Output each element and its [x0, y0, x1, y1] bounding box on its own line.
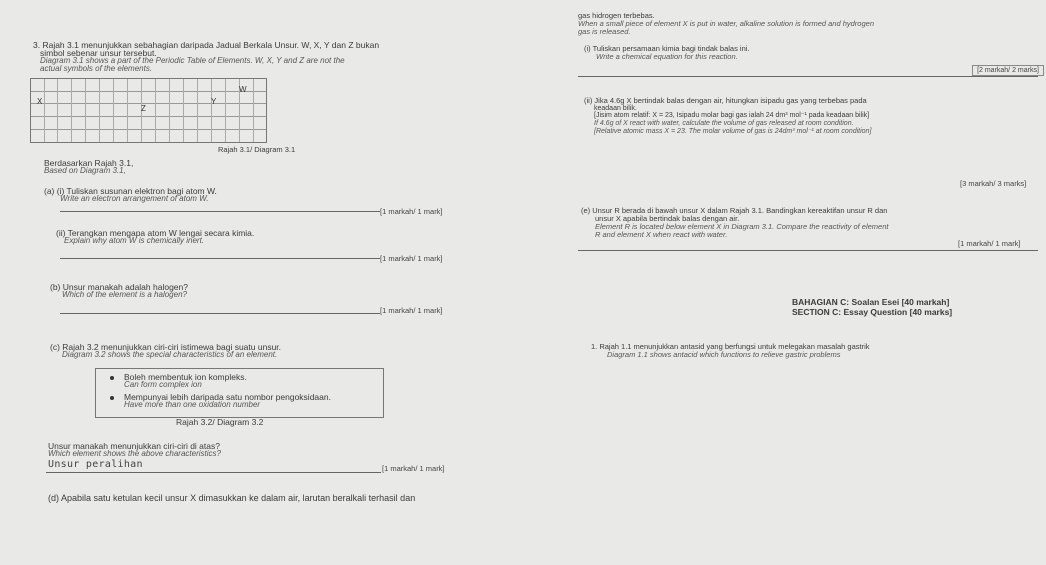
q-a-ii-ms: (ii) Terangkan mengapa atom W lengai secara kimia. — [56, 228, 255, 238]
q-e-i-ms: (i) Tuliskan persamaan kimia bagi tindak balas ini. — [584, 44, 750, 53]
q-e-en-2: R and element X when react with water. — [595, 230, 728, 239]
q-e-ii-ms-3: [Jisim atom relatif: X = 23, Isipadu molar bagi gas ialah 24 dm³ mol⁻¹ pada keadaan bilik] — [594, 112, 870, 119]
element-y: Y — [211, 97, 217, 106]
marks-e-i: [2 markah/ 2 marks] — [972, 65, 1044, 76]
q-c-ms: (c) Rajah 3.2 menunjukkan ciri-ciri istimewa bagi suatu unsur. — [50, 342, 282, 352]
q-b-en: Which of the element is a halogen? — [62, 290, 187, 299]
q3-intro-en-2: actual symbols of the elements. — [40, 64, 153, 73]
marks-a-i: [1 markah/ 1 mark] — [380, 207, 443, 216]
q-e-i-en: Write a chemical equation for this reaction. — [596, 52, 738, 61]
q-b-ms: (b) Unsur manakah adalah halogen? — [50, 282, 188, 292]
element-z: Z — [141, 104, 146, 113]
q-e-ms: (e) Unsur R berada di bawah unsur X dalam Rajah 3.1. Bandingkan kereaktifan unsur R dan — [581, 206, 888, 215]
q-c-question-ms: Unsur manakah menunjukkan ciri-ciri di atas? — [48, 441, 220, 451]
answer-line-e[interactable] — [578, 250, 1038, 251]
q-e-ii-ms-2: keadaan bilik. — [594, 105, 637, 112]
q-d-ms: (d) Apabila satu ketulan kecil unsur X dimasukkan ke dalam air, larutan beralkali terhasil dan — [48, 493, 416, 503]
bullet-icon — [110, 376, 114, 380]
based-ms: Berdasarkan Rajah 3.1, — [44, 158, 134, 168]
bullet-icon — [110, 396, 114, 400]
diagram-caption: Rajah 3.1/ Diagram 3.1 — [218, 145, 296, 154]
top-en: When a small piece of element X is put in water, alkaline solution is formed and hydrogen — [578, 19, 874, 28]
answer-line-a-i[interactable] — [60, 211, 380, 212]
characteristics-box — [95, 368, 384, 418]
q3-intro-ms: 3. Rajah 3.1 menunjukkan sebahagian daripada Jadual Berkala Unsur. W, X, Y dan Z bukan — [33, 40, 380, 50]
based-en: Based on Diagram 3.1, — [44, 166, 126, 175]
marks-e: [1 markah/ 1 mark] — [958, 239, 1021, 248]
periodic-table-diagram — [30, 78, 267, 143]
top-ms: gas hidrogen terbebas. — [578, 11, 655, 20]
answer-line-c[interactable] — [46, 472, 381, 473]
q-e-en: Element R is located below element X in Diagram 3.1. Compare the reactivity of element — [595, 222, 889, 231]
q1-en: Diagram 1.1 shows antacid which functions to relieve gastric problems — [607, 350, 841, 359]
answer-line-b[interactable] — [60, 313, 380, 314]
q-c-question-en: Which element shows the above characteristics? — [48, 449, 221, 458]
handwritten-answer-c: Unsur peralihan — [48, 459, 143, 470]
q3-intro-ms-2: simbol sebenar unsur tersebut. — [40, 48, 157, 58]
marks-c: [1 markah/ 1 mark] — [382, 464, 445, 473]
box-line1-ms: Boleh membentuk ion kompleks. — [124, 372, 247, 382]
q-a-i-ms: (a) (i) Tuliskan susunan elektron bagi atom W. — [44, 186, 217, 196]
marks-b: [1 markah/ 1 mark] — [380, 306, 443, 315]
element-w: W — [239, 85, 247, 94]
q-e-ms-2: unsur X apabila bertindak balas dengan air. — [595, 214, 740, 223]
answer-line-e-i[interactable] — [578, 76, 1038, 77]
box-line1-en: Can form complex ion — [124, 380, 202, 389]
box-line2-ms: Mempunyai lebih daripada satu nombor pengoksidaan. — [124, 392, 331, 402]
q-e-ii-ms: (ii) Jika 4.6g X bertindak balas dengan air, hitungkan isipadu gas yang terbebas pada — [584, 96, 867, 105]
element-x: X — [37, 97, 43, 106]
section-title-ms: BAHAGIAN C: Soalan Esei [40 markah] — [792, 297, 950, 307]
answer-line-a-ii[interactable] — [60, 258, 380, 259]
q-e-ii-en: If 4.6g of X react with water, calculate the volume of gas released at room condition. — [594, 120, 854, 127]
top-en-2: gas is released. — [578, 27, 631, 36]
q-a-i-en: Write an electron arrangement of atom W. — [60, 194, 209, 203]
q-e-ii-en-2: [Relative atomic mass X = 23. The molar volume of gas is 24dm³ mol⁻¹ at room condition] — [594, 128, 872, 135]
q-c-en: Diagram 3.2 shows the special characteristics of an element. — [62, 350, 278, 359]
section-title-en: SECTION C: Essay Question [40 marks] — [792, 307, 953, 317]
q3-intro-en: Diagram 3.1 shows a part of the Periodic Table of Elements. W, X, Y and Z are not the — [40, 56, 345, 65]
marks-a-ii: [1 markah/ 1 mark] — [380, 254, 443, 263]
q1-ms: 1. Rajah 1.1 menunjukkan antasid yang berfungsi untuk melegakan masalah gastrik — [591, 342, 870, 351]
box2-caption: Rajah 3.2/ Diagram 3.2 — [176, 417, 264, 427]
q-a-ii-en: Explain why atom W is chemically inert. — [64, 236, 205, 245]
box-line2-en: Have more than one oxidation number — [124, 400, 261, 409]
marks-e-ii: [3 markah/ 3 marks] — [960, 179, 1027, 188]
